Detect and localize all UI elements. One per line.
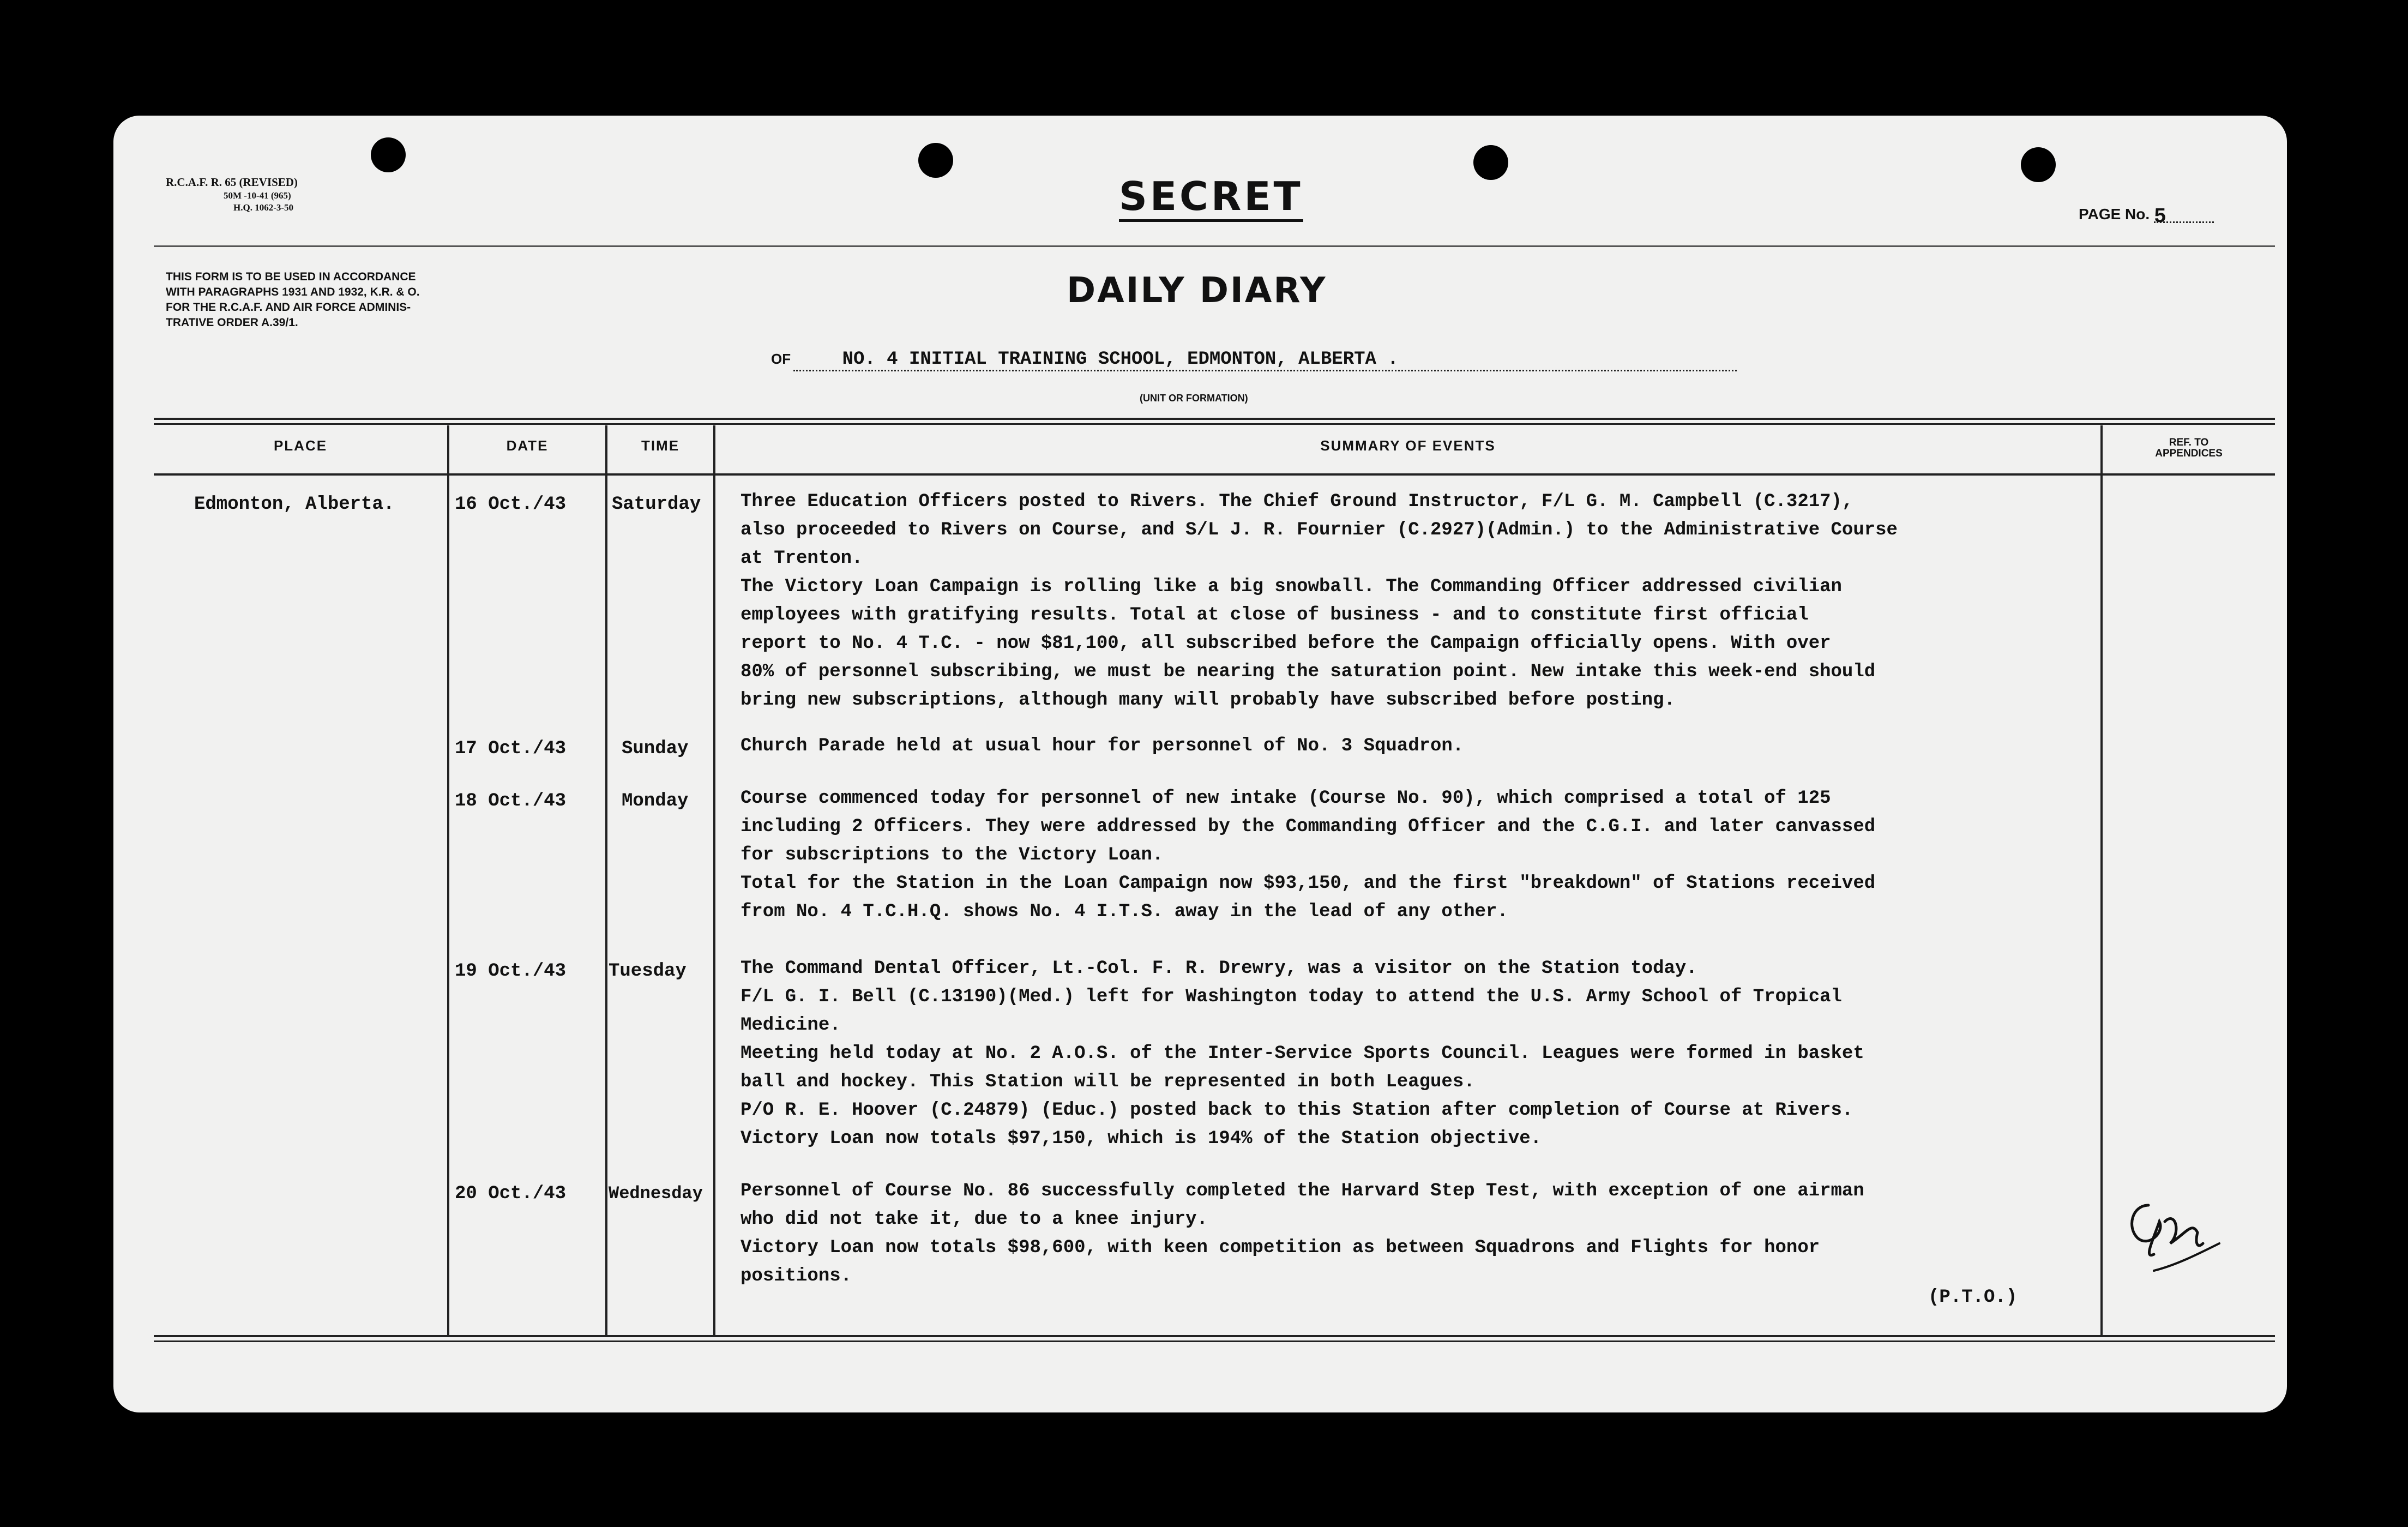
date-cell: 20 Oct./43	[455, 1183, 567, 1204]
column-header-place: PLACE	[273, 437, 328, 454]
of-label: OF	[771, 351, 791, 367]
page-number: 5	[2153, 205, 2166, 229]
summary-line: Total for the Station in the Loan Campaign now $93,150, and the first "breakdown" of Stations received	[741, 873, 1876, 894]
day-cell: Tuesday	[609, 961, 687, 982]
summary-line: positions.	[741, 1266, 852, 1286]
punch-hole	[371, 137, 406, 172]
column-divider	[447, 425, 449, 1335]
event-summary	[741, 488, 2104, 714]
summary-line: P/O R. E. Hoover (C.24879) (Educ.) posted back to this Station after completion of Course at Rivers.	[741, 1100, 1853, 1121]
summary-line: for subscriptions to the Victory Loan.	[741, 845, 1164, 865]
header-divider	[154, 245, 2275, 247]
classification-stamp: SECRET	[1119, 173, 1303, 222]
summary-line: employees with gratifying results. Total at close of business - and to constitute first official	[741, 605, 1809, 626]
summary-line: Three Education Officers posted to Rivers. The Chief Ground Instructor, F/L G. M. Campbell (C.3217),	[741, 491, 1853, 512]
summary-line: Meeting held today at No. 2 A.O.S. of the Inter-Service Sports Council. Leagues were formed in basket	[741, 1043, 1864, 1064]
column-header-time: TIME	[641, 437, 680, 454]
form-hq-code: H.Q. 1062-3-50	[233, 202, 294, 213]
event-summary	[741, 1177, 2104, 1290]
form-number	[166, 175, 298, 214]
unit-name	[793, 349, 1737, 371]
day-cell: Saturday	[612, 494, 701, 515]
page-number-field	[2079, 205, 2214, 229]
continuation-note: (P.T.O.)	[1928, 1287, 2018, 1308]
summary-line: ball and hockey. This Station will be represented in both Leagues.	[741, 1072, 1475, 1092]
summary-line: Church Parade held at usual hour for personnel of No. 3 Squadron.	[741, 736, 1464, 756]
table-top-rule-2	[154, 423, 2275, 425]
summary-line: Medicine.	[741, 1015, 841, 1036]
ref-line: REF. TO	[2169, 437, 2209, 448]
column-header-date: DATE	[506, 437, 549, 454]
day-cell: Wednesday	[609, 1183, 703, 1204]
notice-line: WITH PARAGRAPHS 1931 AND 1932, K.R. & O.	[166, 286, 420, 298]
column-divider	[713, 425, 715, 1335]
summary-line: report to No. 4 T.C. - now $81,100, all subscribed before the Campaign officially opens. With over	[741, 633, 1831, 654]
date-cell: 19 Oct./43	[455, 961, 567, 982]
notice-line: THIS FORM IS TO BE USED IN ACCORDANCE	[166, 270, 416, 283]
date-cell: 16 Oct./43	[455, 494, 567, 515]
notice-line: FOR THE R.C.A.F. AND AIR FORCE ADMINIS-	[166, 301, 411, 314]
notice-line: TRATIVE ORDER A.39/1.	[166, 316, 298, 329]
unit-name-text: NO. 4 INITIAL TRAINING SCHOOL, EDMONTON, ALBERTA .	[842, 349, 1399, 370]
punch-hole	[1473, 145, 1508, 180]
page-label: PAGE No.	[2079, 206, 2150, 223]
column-divider	[605, 425, 607, 1335]
table-bottom-rule	[154, 1335, 2275, 1337]
column-header-rule	[154, 473, 2275, 476]
column-header-ref	[2103, 437, 2275, 459]
summary-line: The Command Dental Officer, Lt.-Col. F. R. Drewry, was a visitor on the Station today.	[741, 958, 1697, 979]
form-title: DAILY DIARY	[1067, 270, 1327, 311]
summary-line: Victory Loan now totals $97,150, which is 194% of the Station objective.	[741, 1128, 1542, 1149]
form-print-code: 50M -10-41 (965)	[224, 190, 291, 201]
handwritten-initials	[2116, 1189, 2225, 1287]
form-number-text: R.C.A.F. R. 65 (REVISED)	[166, 176, 298, 189]
date-cell: 17 Oct./43	[455, 738, 567, 759]
ref-line: APPENDICES	[2155, 448, 2223, 459]
summary-line: including 2 Officers. They were addressed by the Commanding Officer and the C.G.I. and later canvassed	[741, 816, 1876, 837]
day-cell: Sunday	[622, 738, 689, 759]
summary-line: The Victory Loan Campaign is rolling like a big snowball. The Commanding Officer addressed civilian	[741, 576, 1842, 597]
punch-hole	[918, 143, 953, 178]
event-summary	[741, 784, 2104, 926]
form-usage-notice	[166, 269, 420, 330]
summary-line: Victory Loan now totals $98,600, with keen competition as between Squadrons and Flights for honor	[741, 1237, 1820, 1258]
table-bottom-rule-2	[154, 1340, 2275, 1342]
summary-line: Course commenced today for personnel of new intake (Course No. 90), which comprised a total of 125	[741, 788, 1831, 809]
summary-line: F/L G. I. Bell (C.13190)(Med.) left for Washington today to attend the U.S. Army School of Tropical	[741, 987, 1842, 1007]
punch-hole	[2021, 147, 2056, 182]
unit-field	[771, 349, 1737, 371]
summary-line: 80% of personnel subscribing, we must be nearing the saturation point. New intake this week-end should	[741, 662, 1876, 682]
summary-line: at Trenton.	[741, 548, 863, 569]
event-summary	[741, 732, 2104, 760]
place-cell: Edmonton, Alberta.	[194, 494, 395, 515]
summary-line: Personnel of Course No. 86 successfully completed the Harvard Step Test, with exception of one airman	[741, 1181, 1864, 1201]
table-top-rule	[154, 418, 2275, 420]
day-cell: Monday	[622, 791, 689, 811]
date-cell: 18 Oct./43	[455, 791, 567, 811]
summary-line: from No. 4 T.C.H.Q. shows No. 4 I.T.S. away in the lead of any other.	[741, 901, 1508, 922]
column-header-summary: SUMMARY OF EVENTS	[1320, 437, 1496, 454]
summary-line: also proceeded to Rivers on Course, and S/L J. R. Fournier (C.2927)(Admin.) to the Administrative Course	[741, 520, 1898, 540]
summary-line: bring new subscriptions, although many will probably have subscribed before posting.	[741, 690, 1675, 711]
event-summary	[741, 954, 2104, 1153]
summary-line: who did not take it, due to a knee injury.	[741, 1209, 1208, 1230]
unit-caption: (UNIT OR FORMATION)	[1140, 393, 1248, 404]
